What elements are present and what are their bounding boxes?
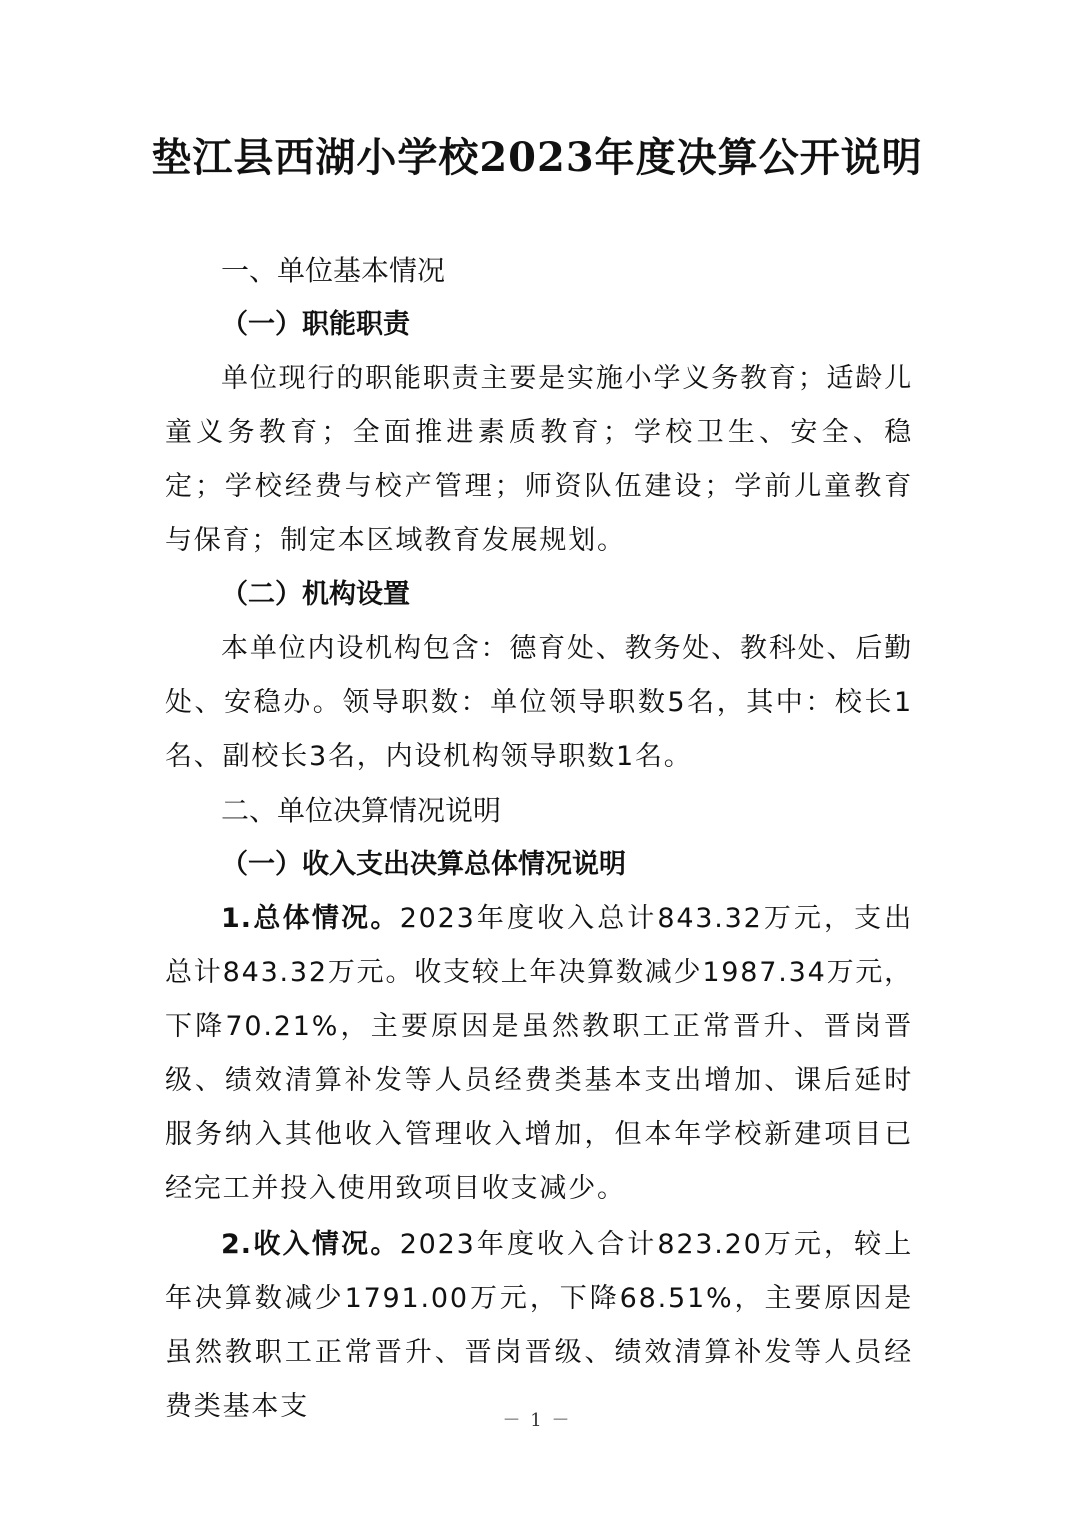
overall-situation-lead: 1.总体情况。	[221, 903, 400, 934]
organization-paragraph: 本单位内设机构包含：德育处、教务处、教科处、后勤处、安稳办。领导职数：单位领导职数5名，其中：校长1名、副校长3名，内设机构领导职数1名。	[165, 633, 913, 772]
income-situation-lead: 2.收入情况。	[221, 1229, 400, 1260]
document-title: 垫江县西湖小学校2023年度决算公开说明	[151, 134, 923, 181]
functions-paragraph: 单位现行的职能职责主要是实施小学义务教育；适龄儿童义务教育；全面推进素质教育；学校卫生、安全、稳定；学校经费与校产管理；师资队伍建设；学前儿童教育与保育；制定本区域教育发展规划。	[165, 363, 913, 556]
subsection-heading-organization: （二）机构设置	[221, 579, 410, 610]
income-situation-paragraph	[165, 1218, 913, 1434]
overall-situation-paragraph	[165, 892, 913, 1216]
section-heading-basic-info: 一、单位基本情况	[221, 254, 446, 287]
subsection-heading-income-expense-overview: （一）收入支出决算总体情况说明	[221, 849, 626, 880]
section-heading-final-accounts: 二、单位决算情况说明	[221, 794, 502, 827]
page-number: － 1 －	[502, 1410, 572, 1431]
subsection-heading-functions: （一）职能职责	[221, 309, 410, 340]
document-body	[165, 244, 913, 1434]
income-situation-text: 2023年度收入合计823.20万元，较上年决算数减少1791.00万元，下降68.51%，主要原因是虽然教职工正常晋升、晋岗晋级、绩效清算补发等人员经费类基本支	[165, 1229, 913, 1422]
overall-situation-text: 2023年度收入总计843.32万元，支出总计843.32万元。收支较上年决算数减少1987.34万元，下降70.21%，主要原因是虽然教职工正常晋升、晋岗晋级、绩效清算补发等人员经费类基本支出增加、课后延时服务纳入其他收入管理收入增加，但本年学校新建项目已经完工并投入使用致项目收支减少。	[165, 903, 913, 1204]
